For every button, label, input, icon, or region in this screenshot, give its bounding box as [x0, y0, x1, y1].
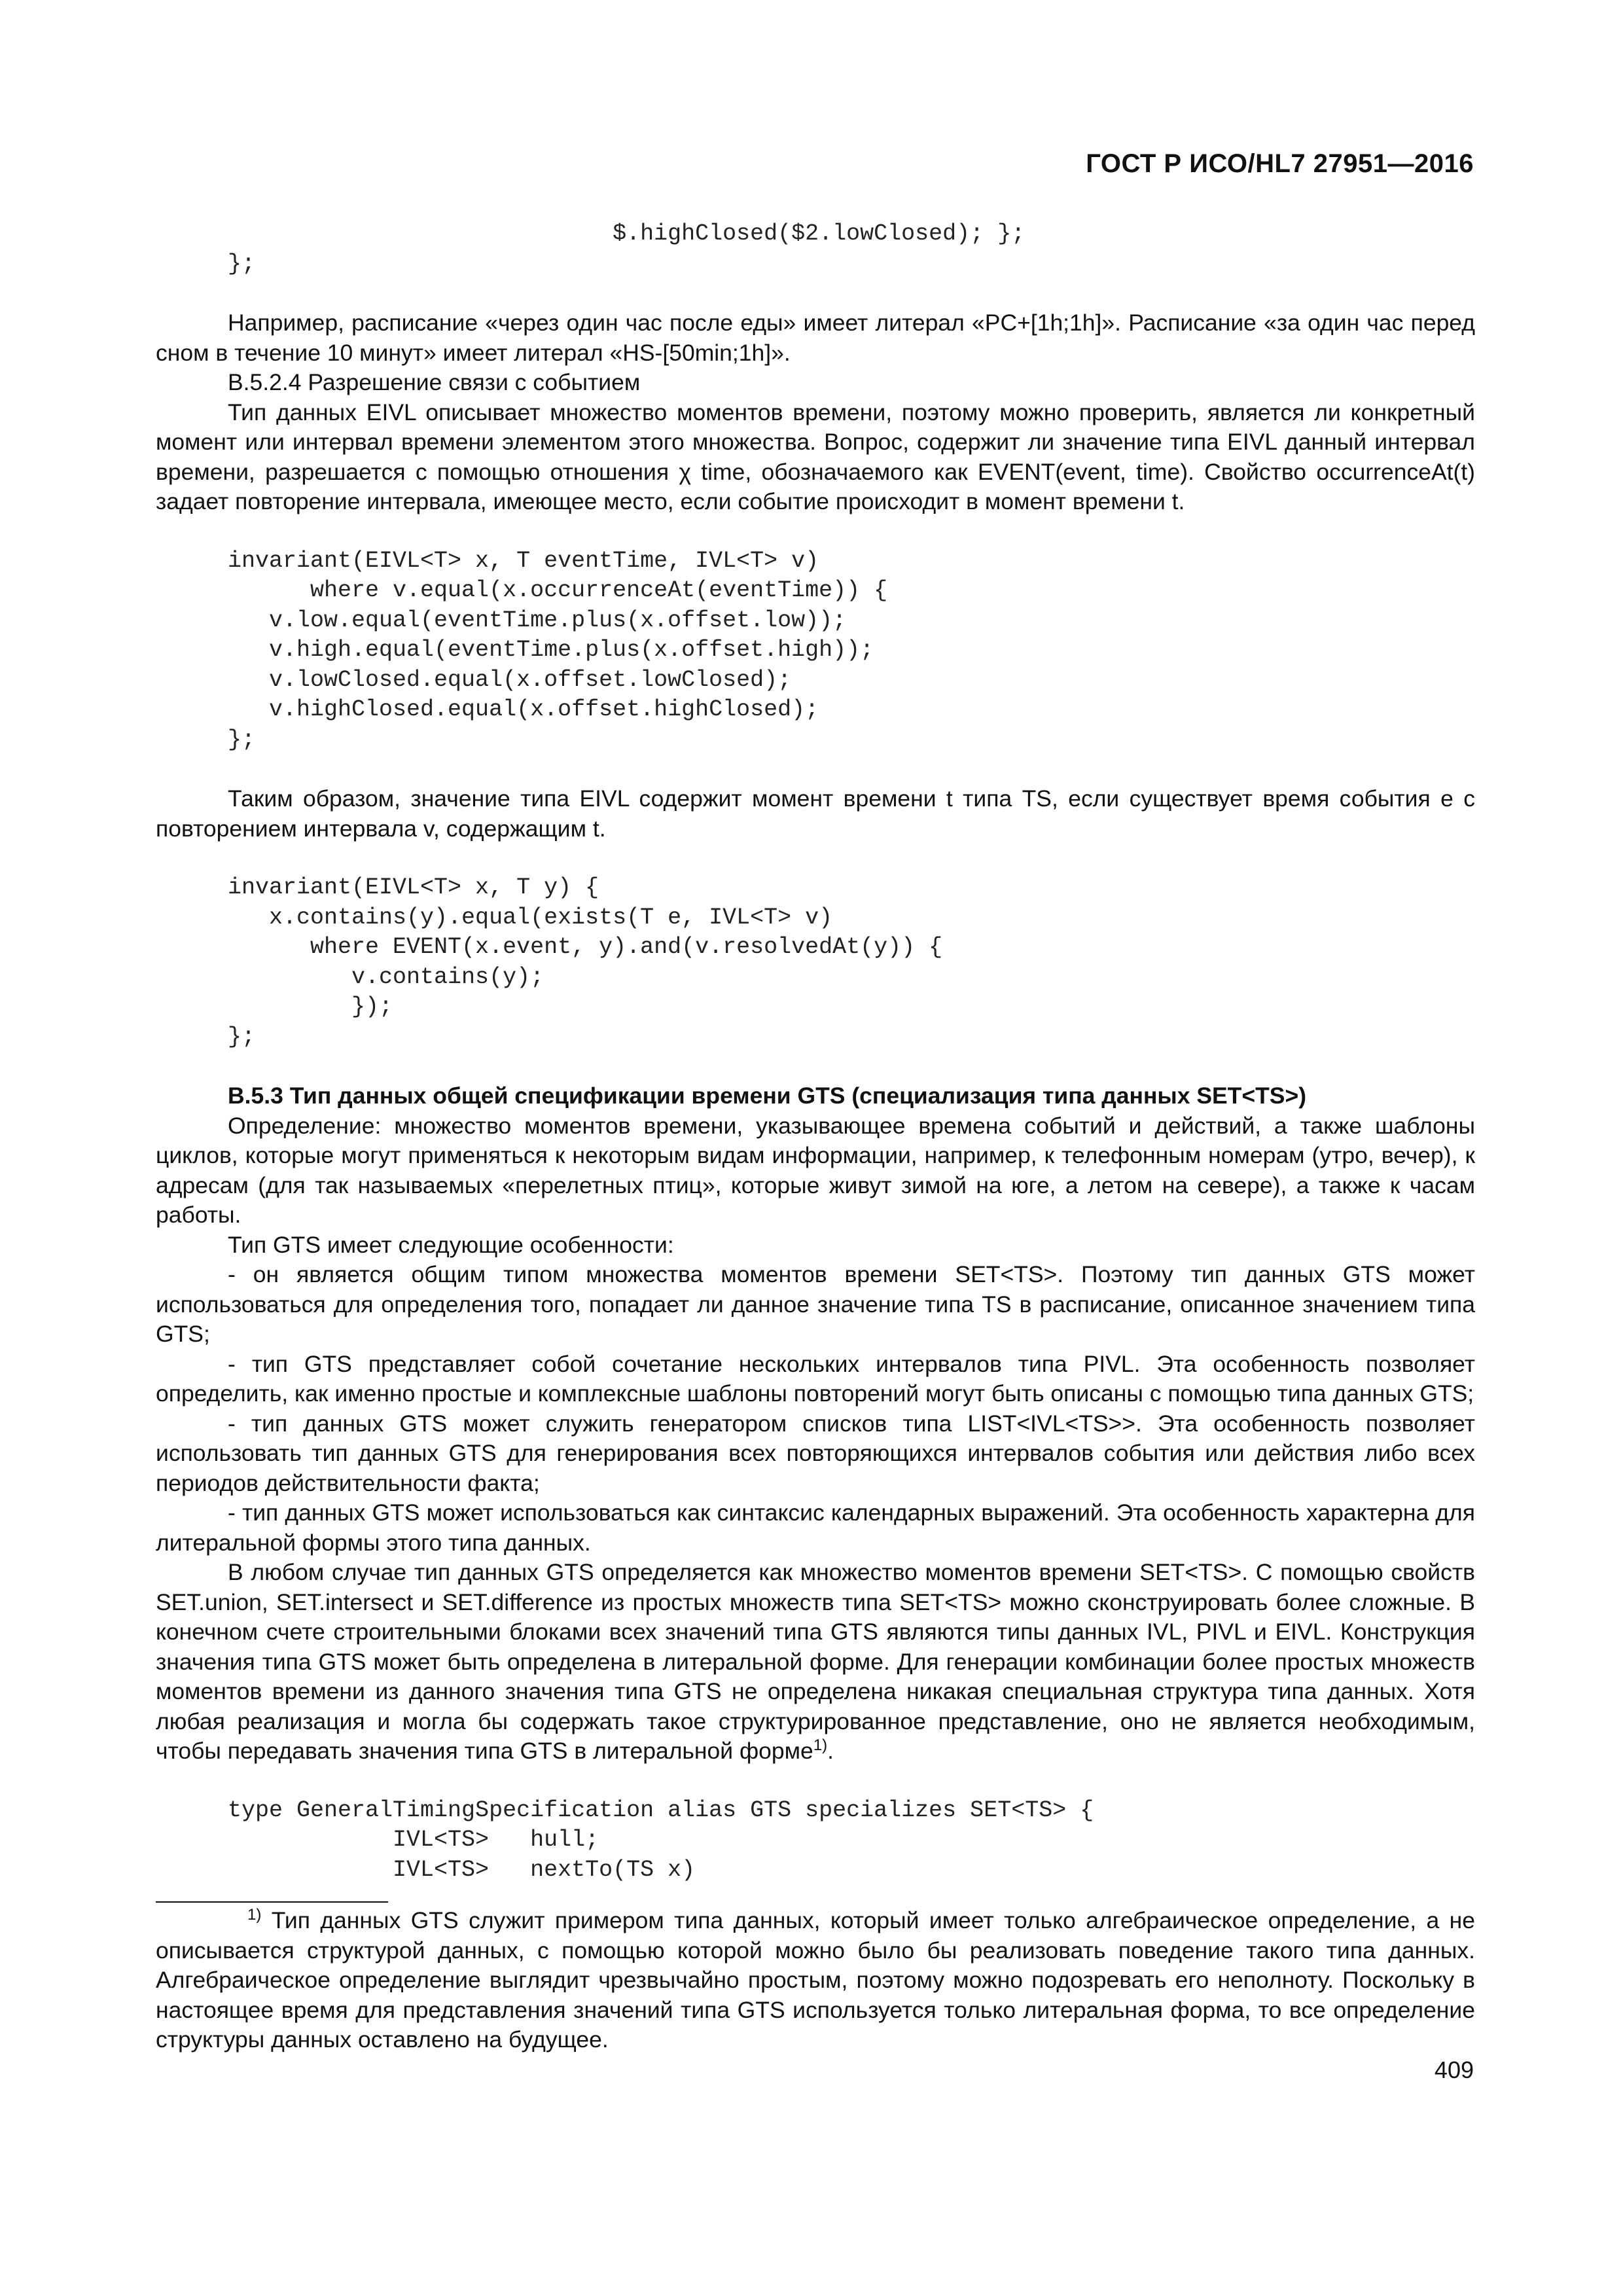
document-header-title: ГОСТ Р ИСО/HL7 27951—2016	[1086, 149, 1474, 178]
paragraph-features-intro: Тип GTS имеет следующие особенности:	[228, 1231, 674, 1258]
paragraph-gts-end: .	[827, 1738, 834, 1764]
paragraph-eivl-contains: Таким образом, значение типа EIVL содержит момент времени t типа TS, если существует время события e с повторением интервала v, содержащим t.	[156, 785, 1475, 842]
paragraph-gts-text: В любом случае тип данных GTS определяется как множество моментов времени SET<TS>. С помощью свойств SET.union, SET.intersect и SET.difference из простых множеств типа SET<TS> можно сконструировать более сложные. В конечном счете строительными блоками всех значений типа GTS являются типы данных IVL, PIVL и EIVL. Конструкция значения типа GTS может быть определена в литеральной форме. Для генерации комбинации более простых множеств моментов времени из данного значения типа GTS не определена никакая специальная структура типа данных. Хотя любая реализация и могла бы содержать такое структурированное представление, оно не является необходимым, чтобы передавать значения типа GTS в литеральной форме	[156, 1559, 1475, 1764]
paragraph-definition: Определение: множество моментов времени, указывающее времена событий и действий, а также шаблоны циклов, которые могут применяться к некоторым видам информации, например, к телефонным номерам (утро, вечер), к адресам (для так называемых «перелетных птиц», которые живут зимой на юге, а летом на севере), а также к часам работы.	[156, 1112, 1475, 1228]
paragraph-eivl-description: Тип данных EIVL описывает множество моментов времени, поэтому можно проверить, является ли конкретный момент или интервал времени элементом этого множества. Вопрос, содержит ли значение типа EIVL данный интервал времени, разрешается с помощью отношения χ time, обозначаемого как EVENT(event, time). Свойство occurrenceAt(t) задает повторение интервала, имеющее место, если событие происходит в момент времени t.	[156, 399, 1475, 514]
list-item-feature-2: - тип GTS представляет собой сочетание нескольких интервалов типа PIVL. Эта особенность позволяет определить, как именно простые и комплексные шаблоны повторений могут быть описаны с помощью типа данных GTS;	[156, 1350, 1475, 1407]
page-number: 409	[1434, 2056, 1474, 2083]
paragraph-schedule-example: Например, расписание «через один час после еды» имеет литерал «PC+[1h;1h]». Расписание «за один час перед сном в течение 10 минут» имеет литерал «HS-[50min;1h]».	[156, 310, 1475, 366]
footnote-separator	[156, 1901, 388, 1903]
footnote-reference: 1)	[813, 1736, 828, 1755]
footnote-text: Тип данных GTS служит примером типа данных, который имеет только алгебраическое определение, а не описывается структурой данных, с помощью которой можно было бы реализовать поведение такого типа данных. Алгебраическое определение выглядит чрезвычайно простым, поэтому можно подозревать его неполноту. Поскольку в настоящее время для представления значений типа GTS используется только литеральная форма, то все определение структуры данных оставлено на будущее.	[156, 1907, 1475, 2053]
footnote-mark: 1)	[247, 1906, 262, 1924]
code-block-invariant-eivl: invariant(EIVL<T> x, T eventTime, IVL<T> v) where v.equal(x.occurrenceAt(eventTime)) { v.low.equal(eventTime.plus(x.offset.low)); v.high.equal(eventTime.plus(x.offset.high)); v.lowClosed.equal(x.offset.lowClosed); v.highClosed.equal(x.offset.highClosed); };	[228, 547, 888, 753]
paragraph-gts-definition	[156, 1558, 1475, 1767]
code-block-invariant-contains: invariant(EIVL<T> x, T y) { x.contains(y).equal(exists(T e, IVL<T> v) where EVENT(x.event, y).and(v.resolvedAt(y)) { v.contains(y); }); };	[228, 874, 943, 1050]
list-item-feature-4: - тип данных GTS может использоваться как синтаксис календарных выражений. Эта особенность характерна для литеральной формы этого типа данных.	[156, 1499, 1475, 1556]
main-content	[156, 219, 1475, 1885]
section-title-b524: В.5.2.4 Разрешение связи с событием	[228, 369, 641, 395]
code-block-top: $.highClosed($2.lowClosed); }; };	[228, 221, 1026, 277]
footnote	[156, 1906, 1475, 2055]
section-heading-b53: В.5.3 Тип данных общей спецификации времени GTS (специализация типа данных SET<TS>)	[228, 1083, 1307, 1109]
code-block-gts-type: type GeneralTimingSpecification alias GTS specializes SET<TS> { IVL<TS> hull; IVL<TS> nextTo(TS x)	[228, 1797, 1094, 1883]
list-item-feature-1: - он является общим типом множества моментов времени SET<TS>. Поэтому тип данных GTS может использоваться для определения того, попадает ли данное значение типа TS в расписание, описанное значением типа GTS;	[156, 1261, 1475, 1347]
list-item-feature-3: - тип данных GTS может служить генератором списков типа LIST<IVL<TS>>. Эта особенность позволяет использовать тип данных GTS для генерирования всех повторяющихся интервалов события или действия либо всех периодов действительности факта;	[156, 1410, 1475, 1496]
